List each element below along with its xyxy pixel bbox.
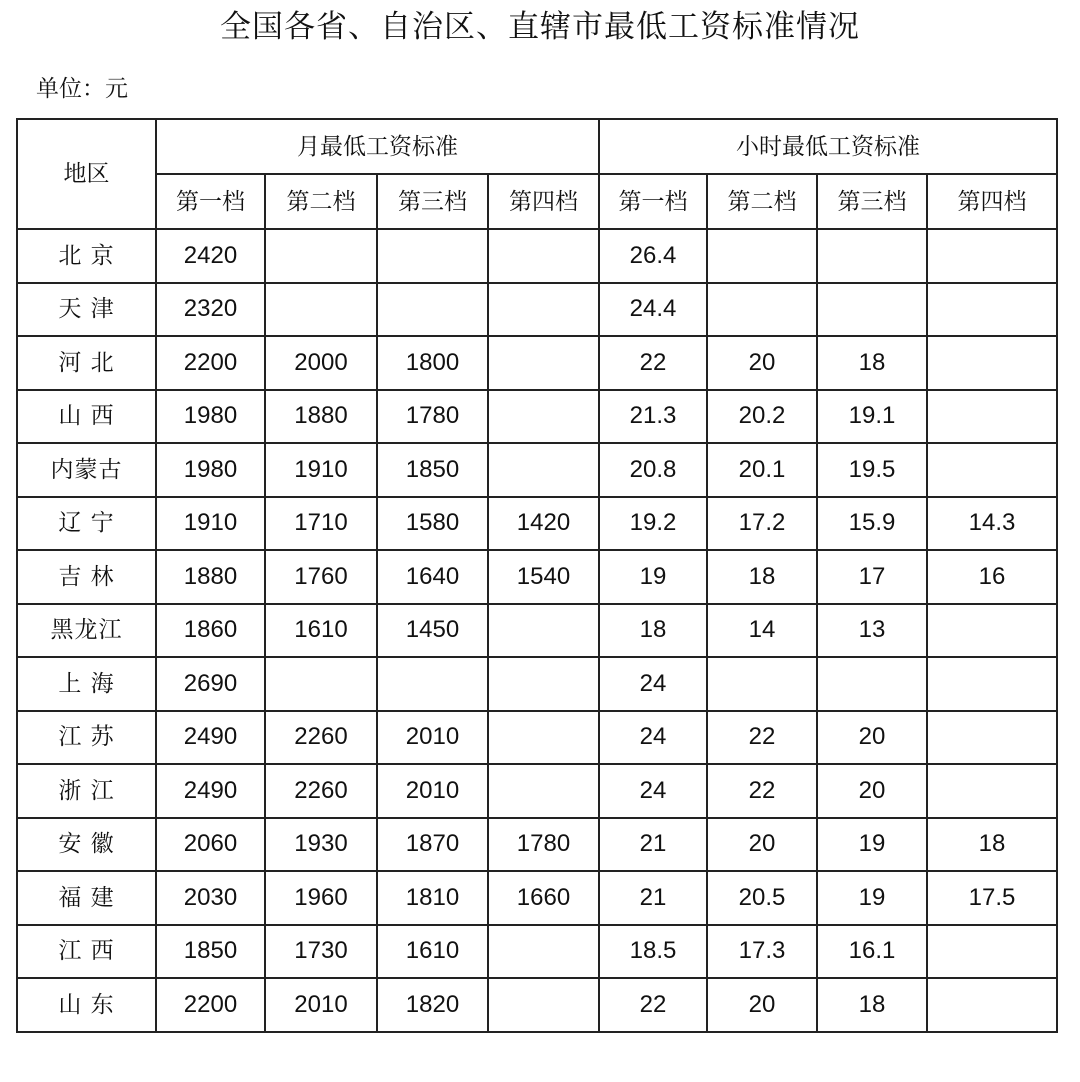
region-cell: 吉 林 (17, 550, 156, 604)
table-row (17, 711, 1057, 765)
hourly-cell: 19 (599, 550, 707, 604)
table-row (17, 925, 1057, 979)
monthly-cell: 2490 (156, 711, 265, 765)
page-title: 全国各省、自治区、直辖市最低工资标准情况 (220, 9, 860, 45)
monthly-cell: 2260 (265, 711, 377, 765)
wage-table (16, 118, 1058, 1033)
monthly-cell: 1660 (488, 871, 599, 925)
hourly-tier-2-header: 第二档 (707, 174, 817, 229)
monthly-cell (488, 390, 599, 444)
monthly-cell: 1540 (488, 550, 599, 604)
hourly-cell: 21 (599, 818, 707, 872)
hourly-cell: 18 (817, 336, 927, 390)
hourly-cell: 20 (707, 978, 817, 1032)
monthly-tier-3-header: 第三档 (377, 174, 488, 229)
hourly-cell (927, 604, 1057, 658)
table-row (17, 336, 1057, 390)
monthly-cell: 2490 (156, 764, 265, 818)
region-cell: 安 徽 (17, 818, 156, 872)
monthly-cell: 2000 (265, 336, 377, 390)
monthly-cell: 1860 (156, 604, 265, 658)
hourly-tier-1-header: 第一档 (599, 174, 707, 229)
monthly-cell: 1850 (377, 443, 488, 497)
region-cell: 江 西 (17, 925, 156, 979)
table-row (17, 497, 1057, 551)
hourly-cell: 19 (817, 818, 927, 872)
hourly-cell: 24 (599, 657, 707, 711)
hourly-cell: 21.3 (599, 390, 707, 444)
monthly-cell: 2260 (265, 764, 377, 818)
monthly-tier-1-header: 第一档 (156, 174, 265, 229)
monthly-cell: 1980 (156, 390, 265, 444)
monthly-cell: 1880 (265, 390, 377, 444)
hourly-tier-3-header: 第三档 (817, 174, 927, 229)
hourly-cell: 19.2 (599, 497, 707, 551)
region-cell: 浙 江 (17, 764, 156, 818)
monthly-cell (488, 604, 599, 658)
monthly-cell: 2200 (156, 336, 265, 390)
hourly-cell: 17.2 (707, 497, 817, 551)
table-row (17, 978, 1057, 1032)
monthly-cell: 1870 (377, 818, 488, 872)
monthly-cell: 1640 (377, 550, 488, 604)
monthly-cell: 1610 (265, 604, 377, 658)
monthly-cell: 1450 (377, 604, 488, 658)
region-cell: 河 北 (17, 336, 156, 390)
monthly-cell: 1930 (265, 818, 377, 872)
monthly-cell (265, 657, 377, 711)
monthly-cell: 1980 (156, 443, 265, 497)
monthly-cell (488, 657, 599, 711)
table-row (17, 764, 1057, 818)
hourly-cell: 20 (707, 336, 817, 390)
monthly-cell: 1730 (265, 925, 377, 979)
hourly-cell: 20.1 (707, 443, 817, 497)
monthly-cell: 2010 (377, 711, 488, 765)
hourly-cell (927, 283, 1057, 337)
monthly-cell (488, 283, 599, 337)
monthly-cell: 1820 (377, 978, 488, 1032)
region-cell: 江 苏 (17, 711, 156, 765)
monthly-cell: 2060 (156, 818, 265, 872)
hourly-cell (927, 764, 1057, 818)
hourly-cell: 26.4 (599, 229, 707, 283)
table-row (17, 657, 1057, 711)
monthly-cell: 2010 (265, 978, 377, 1032)
hourly-cell: 20.8 (599, 443, 707, 497)
hourly-cell (817, 229, 927, 283)
table-row (17, 604, 1057, 658)
monthly-cell: 2420 (156, 229, 265, 283)
region-cell: 山 西 (17, 390, 156, 444)
hourly-cell (817, 283, 927, 337)
monthly-cell: 1880 (156, 550, 265, 604)
hourly-cell (927, 925, 1057, 979)
hourly-cell (927, 657, 1057, 711)
hourly-cell: 20.2 (707, 390, 817, 444)
region-cell: 黑龙江 (17, 604, 156, 658)
hourly-cell: 24 (599, 764, 707, 818)
unit-label: 单位：元 (36, 76, 128, 102)
table-row (17, 443, 1057, 497)
region-cell: 北 京 (17, 229, 156, 283)
hourly-cell (927, 229, 1057, 283)
region-cell: 山 东 (17, 978, 156, 1032)
hourly-cell (707, 283, 817, 337)
monthly-cell (488, 711, 599, 765)
hourly-cell: 22 (599, 336, 707, 390)
monthly-cell: 1780 (377, 390, 488, 444)
table-header-group-row (17, 119, 1057, 174)
hourly-cell: 13 (817, 604, 927, 658)
table-row (17, 818, 1057, 872)
monthly-cell: 1420 (488, 497, 599, 551)
monthly-tier-2-header: 第二档 (265, 174, 377, 229)
monthly-cell: 1910 (156, 497, 265, 551)
hourly-cell: 18 (707, 550, 817, 604)
table-header-tier-row (17, 174, 1057, 229)
hourly-cell: 18 (927, 818, 1057, 872)
monthly-cell (488, 764, 599, 818)
monthly-cell (488, 925, 599, 979)
table-row (17, 283, 1057, 337)
hourly-cell: 15.9 (817, 497, 927, 551)
hourly-cell: 14 (707, 604, 817, 658)
hourly-cell (927, 711, 1057, 765)
monthly-cell (265, 283, 377, 337)
hourly-cell (927, 978, 1057, 1032)
hourly-cell: 19.5 (817, 443, 927, 497)
region-cell: 天 津 (17, 283, 156, 337)
monthly-cell: 1850 (156, 925, 265, 979)
monthly-cell: 1760 (265, 550, 377, 604)
monthly-group-header: 月最低工资标准 (156, 119, 599, 174)
monthly-cell (488, 229, 599, 283)
hourly-cell: 24 (599, 711, 707, 765)
hourly-cell: 18 (817, 978, 927, 1032)
hourly-cell: 21 (599, 871, 707, 925)
monthly-cell (488, 443, 599, 497)
hourly-cell: 19.1 (817, 390, 927, 444)
monthly-cell: 2030 (156, 871, 265, 925)
hourly-cell (707, 657, 817, 711)
hourly-cell: 16.1 (817, 925, 927, 979)
monthly-cell: 1910 (265, 443, 377, 497)
table-row (17, 390, 1057, 444)
hourly-cell: 18.5 (599, 925, 707, 979)
hourly-cell (927, 443, 1057, 497)
monthly-cell: 1800 (377, 336, 488, 390)
hourly-cell: 17 (817, 550, 927, 604)
hourly-cell: 19 (817, 871, 927, 925)
hourly-cell: 18 (599, 604, 707, 658)
monthly-cell: 1610 (377, 925, 488, 979)
region-cell: 上 海 (17, 657, 156, 711)
monthly-cell: 1710 (265, 497, 377, 551)
monthly-cell (488, 978, 599, 1032)
monthly-cell: 2320 (156, 283, 265, 337)
hourly-cell: 14.3 (927, 497, 1057, 551)
monthly-cell (377, 657, 488, 711)
region-cell: 内蒙古 (17, 443, 156, 497)
monthly-cell: 1780 (488, 818, 599, 872)
region-header: 地区 (17, 119, 156, 229)
monthly-cell: 2010 (377, 764, 488, 818)
monthly-cell (488, 336, 599, 390)
monthly-cell (265, 229, 377, 283)
monthly-cell (377, 229, 488, 283)
region-cell: 福 建 (17, 871, 156, 925)
hourly-cell (707, 229, 817, 283)
hourly-cell: 22 (707, 764, 817, 818)
hourly-cell: 20 (707, 818, 817, 872)
hourly-cell: 17.3 (707, 925, 817, 979)
monthly-cell: 2200 (156, 978, 265, 1032)
monthly-cell: 1960 (265, 871, 377, 925)
hourly-cell: 20 (817, 764, 927, 818)
monthly-tier-4-header: 第四档 (488, 174, 599, 229)
table-row (17, 229, 1057, 283)
hourly-tier-4-header: 第四档 (927, 174, 1057, 229)
hourly-cell (817, 657, 927, 711)
region-cell: 辽 宁 (17, 497, 156, 551)
hourly-cell: 16 (927, 550, 1057, 604)
hourly-cell: 24.4 (599, 283, 707, 337)
monthly-cell (377, 283, 488, 337)
hourly-cell: 20 (817, 711, 927, 765)
table-row (17, 550, 1057, 604)
table-body (17, 229, 1057, 1032)
monthly-cell: 1580 (377, 497, 488, 551)
hourly-cell: 20.5 (707, 871, 817, 925)
monthly-cell: 2690 (156, 657, 265, 711)
table-row (17, 871, 1057, 925)
hourly-group-header: 小时最低工资标准 (599, 119, 1057, 174)
monthly-cell: 1810 (377, 871, 488, 925)
hourly-cell (927, 390, 1057, 444)
hourly-cell: 22 (599, 978, 707, 1032)
hourly-cell: 22 (707, 711, 817, 765)
hourly-cell: 17.5 (927, 871, 1057, 925)
hourly-cell (927, 336, 1057, 390)
